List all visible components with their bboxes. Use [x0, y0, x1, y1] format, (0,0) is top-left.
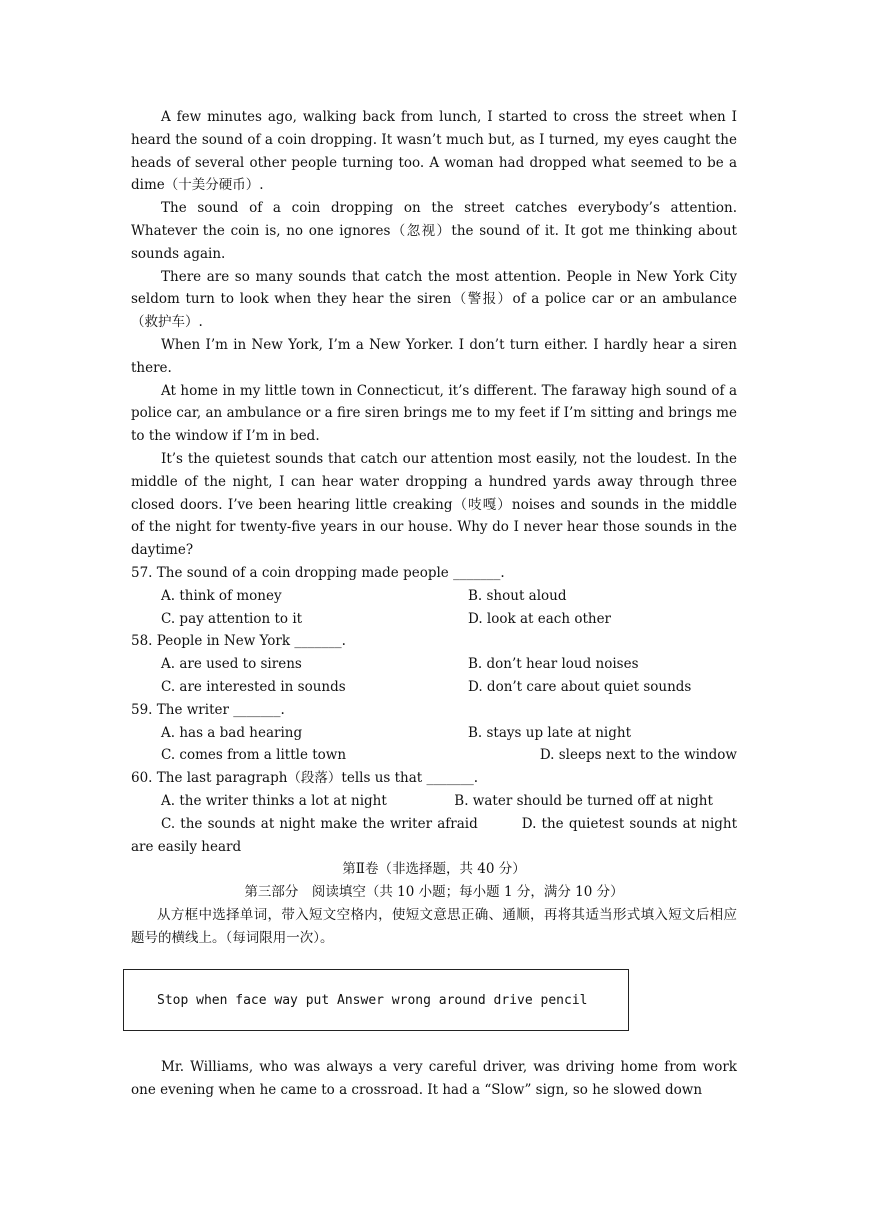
- option-a: A. the writer thinks a lot at night: [161, 792, 387, 809]
- option-b: B. stays up late at night: [468, 724, 631, 741]
- option-c: C. pay attention to it: [161, 610, 303, 627]
- paragraph: It’s the quietest sounds that catch our attention most easily, not the loudest. In the middle of the night, I can hear water dropping a hundred yards away through three closed doors. I’ve been hearing little creaking（吱嘎）noises and sounds in the middle of the night for twenty-five years in our house. Why do I never hear those sounds in the daytime?: [131, 450, 737, 559]
- option-d: D. the quietest sounds at night are easily heard: [131, 815, 738, 855]
- option-d: D. look at each other: [468, 610, 612, 627]
- instruction: 从方框中选择单词，带入短文空格内，使短文意思正确、通顺，再将其适当形式填入短文后相应题号的横线上。（每词限用一次）。: [131, 906, 737, 946]
- option-a: A. has a bad hearing: [161, 724, 303, 741]
- reading-passage: [131, 106, 737, 949]
- question-57-stem: 57. The sound of a coin dropping made people _______.: [131, 564, 505, 581]
- paragraph: A few minutes ago, walking back from lunch, I started to cross the street when I heard the sound of a coin dropping. It wasn’t much but, as I turned, my eyes caught the heads of several other people turning too. A woman had dropped what seemed to be a dime（十美分硬币）.: [131, 109, 737, 194]
- question-58-options: [131, 676, 737, 699]
- paragraph: There are so many sounds that catch the most attention. People in New York City seldom turn to look when they hear the siren（警报）of a police car or an ambulance（救护车）.: [131, 268, 737, 331]
- question-59-options: [131, 744, 737, 767]
- question-58-options: [131, 653, 737, 676]
- option-c: C. comes from a little town: [161, 747, 347, 764]
- option-b: B. shout aloud: [468, 587, 567, 604]
- option-a: A. think of money: [161, 587, 282, 604]
- option-c: C. are interested in sounds: [161, 678, 346, 695]
- question-60-stem: 60. The last paragraph（段落）tells us that _______.: [131, 770, 479, 787]
- option-b: B. don’t hear loud noises: [468, 656, 639, 673]
- paragraph: Mr. Williams, who was always a very careful driver, was driving home from work one evening when he came to a crossroad. It had a “Slow” sign, so he slowed down: [131, 1059, 737, 1098]
- question-57-options: [131, 608, 737, 631]
- word-box: Stop when face way put Answer wrong around drive pencil: [123, 969, 629, 1031]
- question-57-options: [131, 585, 737, 608]
- part-title: 第三部分 阅读填空（共 10 小题；每小题 1 分，满分 10 分）: [244, 884, 624, 901]
- section-title: 第Ⅱ卷（非选择题，共 40 分）: [342, 861, 526, 878]
- option-d: D. sleeps next to the window: [539, 747, 737, 764]
- paragraph: The sound of a coin dropping on the street catches everybody’s attention. Whatever the coin is, no one ignores（忽视）the sound of it. It got me thinking about sounds again.: [131, 200, 737, 262]
- option-cd-60: [131, 813, 737, 859]
- option-a: A. are used to sirens: [161, 656, 302, 673]
- option-b: B. water should be turned off at night: [454, 792, 713, 809]
- option-d: D. don’t care about quiet sounds: [468, 678, 692, 695]
- option-ab-60: [131, 790, 737, 813]
- option-c: C. the sounds at night make the writer afraid: [161, 815, 478, 832]
- cloze-passage: [131, 1056, 737, 1102]
- question-59-options: [131, 722, 737, 745]
- question-59-stem: 59. The writer _______.: [131, 701, 285, 718]
- paragraph: When I’m in New York, I’m a New Yorker. I don’t turn either. I hardly hear a siren there.: [131, 336, 737, 376]
- paragraph: At home in my little town in Connecticut, it’s different. The faraway high sound of a police car, an ambulance or a fire siren brings me to my feet if I’m sitting and brings me to the window if I’m in bed.: [131, 382, 737, 445]
- question-58-stem: 58. People in New York _______.: [131, 633, 346, 650]
